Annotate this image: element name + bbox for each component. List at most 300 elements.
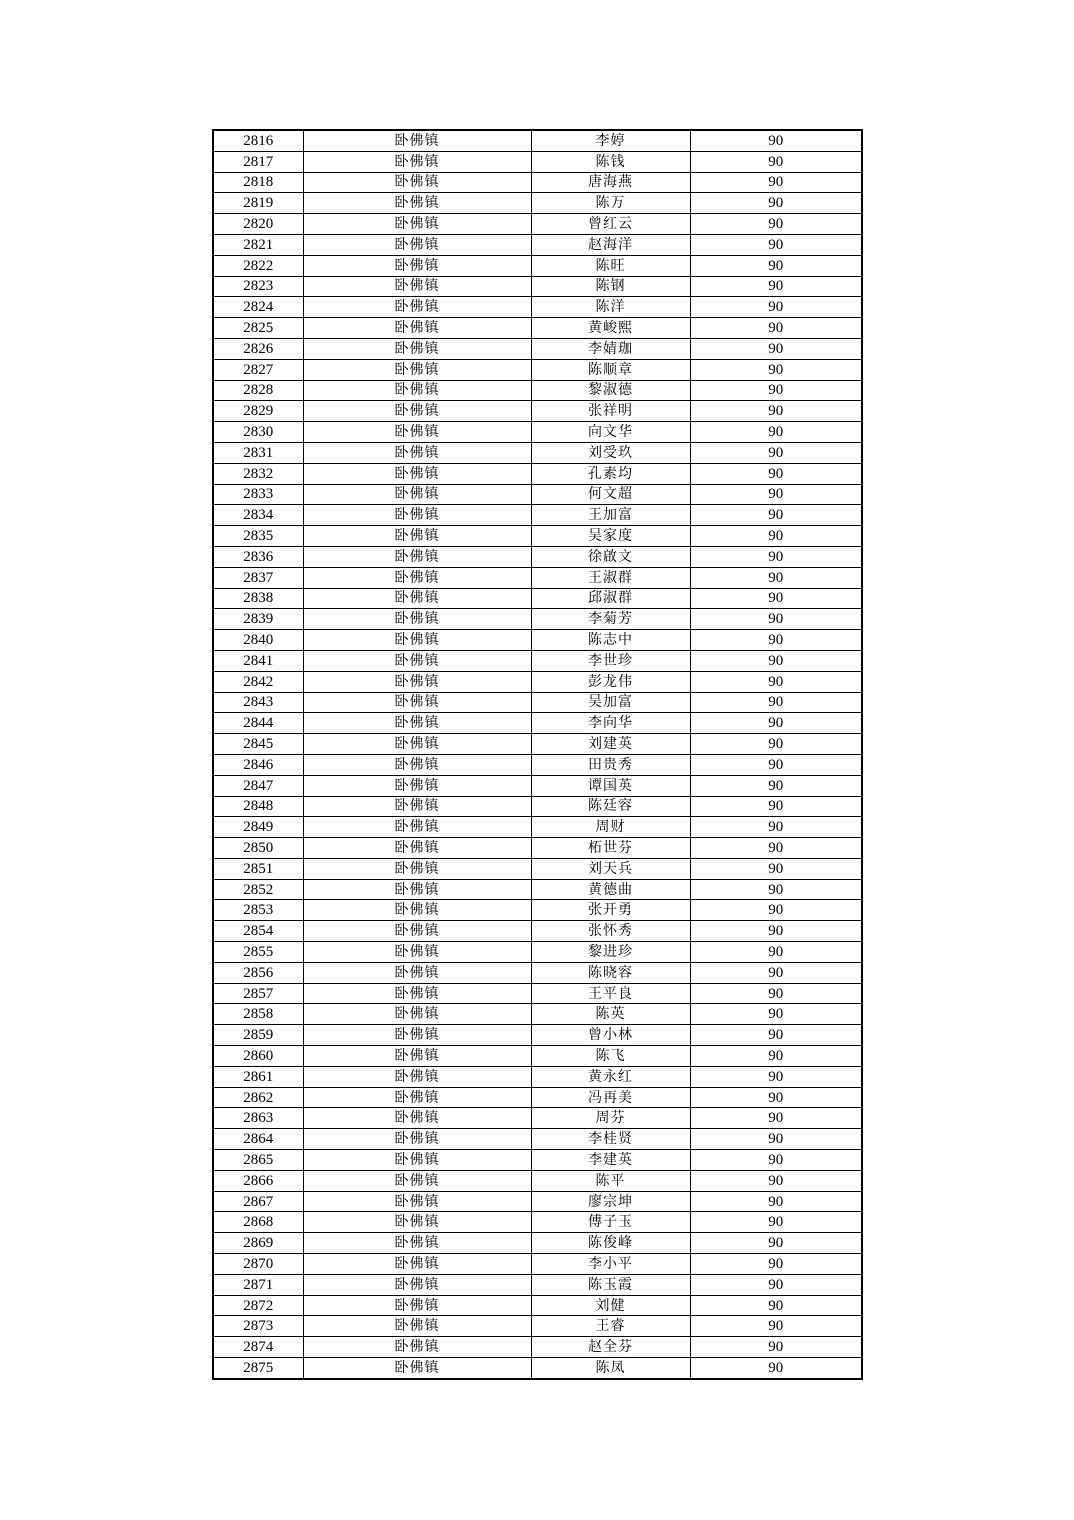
table-row <box>213 151 862 172</box>
name-cell: 傅子玉 <box>531 1212 690 1233</box>
table-row <box>213 1274 862 1295</box>
town-cell: 卧佛镇 <box>303 359 531 380</box>
amount-cell: 90 <box>690 942 862 963</box>
amount-cell: 90 <box>690 234 862 255</box>
amount-cell: 90 <box>690 1295 862 1316</box>
row-number-cell: 2863 <box>213 1108 303 1129</box>
name-cell: 陈钢 <box>531 276 690 297</box>
data-table <box>212 129 863 1380</box>
amount-cell: 90 <box>690 1191 862 1212</box>
row-number-cell: 2857 <box>213 983 303 1004</box>
name-cell: 陈钱 <box>531 151 690 172</box>
town-cell: 卧佛镇 <box>303 380 531 401</box>
row-number-cell: 2850 <box>213 838 303 859</box>
name-cell: 陈旺 <box>531 255 690 276</box>
row-number-cell: 2816 <box>213 130 303 151</box>
town-cell: 卧佛镇 <box>303 172 531 193</box>
town-cell: 卧佛镇 <box>303 838 531 859</box>
row-number-cell: 2872 <box>213 1295 303 1316</box>
table-row <box>213 796 862 817</box>
amount-cell: 90 <box>690 838 862 859</box>
row-number-cell: 2829 <box>213 401 303 422</box>
name-cell: 张开勇 <box>531 900 690 921</box>
town-cell: 卧佛镇 <box>303 1004 531 1025</box>
name-cell: 陈万 <box>531 193 690 214</box>
table-row <box>213 588 862 609</box>
table-row <box>213 1337 862 1358</box>
amount-cell: 90 <box>690 442 862 463</box>
table-row <box>213 671 862 692</box>
town-cell: 卧佛镇 <box>303 130 531 151</box>
row-number-cell: 2841 <box>213 650 303 671</box>
row-number-cell: 2842 <box>213 671 303 692</box>
table-row <box>213 1046 862 1067</box>
town-cell: 卧佛镇 <box>303 401 531 422</box>
amount-cell: 90 <box>690 900 862 921</box>
row-number-cell: 2825 <box>213 318 303 339</box>
town-cell: 卧佛镇 <box>303 796 531 817</box>
row-number-cell: 2822 <box>213 255 303 276</box>
town-cell: 卧佛镇 <box>303 983 531 1004</box>
table-row <box>213 817 862 838</box>
row-number-cell: 2837 <box>213 567 303 588</box>
name-cell: 赵海洋 <box>531 234 690 255</box>
town-cell: 卧佛镇 <box>303 630 531 651</box>
name-cell: 黄永红 <box>531 1066 690 1087</box>
town-cell: 卧佛镇 <box>303 1233 531 1254</box>
table-row <box>213 526 862 547</box>
name-cell: 曾红云 <box>531 214 690 235</box>
town-cell: 卧佛镇 <box>303 609 531 630</box>
table-row <box>213 713 862 734</box>
town-cell: 卧佛镇 <box>303 484 531 505</box>
table-row <box>213 921 862 942</box>
name-cell: 李建英 <box>531 1150 690 1171</box>
town-cell: 卧佛镇 <box>303 962 531 983</box>
amount-cell: 90 <box>690 1337 862 1358</box>
table-row <box>213 754 862 775</box>
row-number-cell: 2846 <box>213 754 303 775</box>
town-cell: 卧佛镇 <box>303 734 531 755</box>
amount-cell: 90 <box>690 1087 862 1108</box>
table-row <box>213 609 862 630</box>
town-cell: 卧佛镇 <box>303 526 531 547</box>
amount-cell: 90 <box>690 567 862 588</box>
row-number-cell: 2826 <box>213 338 303 359</box>
amount-cell: 90 <box>690 401 862 422</box>
table-row <box>213 442 862 463</box>
amount-cell: 90 <box>690 359 862 380</box>
row-number-cell: 2866 <box>213 1170 303 1191</box>
row-number-cell: 2870 <box>213 1254 303 1275</box>
name-cell: 黄德曲 <box>531 879 690 900</box>
amount-cell: 90 <box>690 1025 862 1046</box>
name-cell: 田贵秀 <box>531 754 690 775</box>
amount-cell: 90 <box>690 609 862 630</box>
name-cell: 李小平 <box>531 1254 690 1275</box>
amount-cell: 90 <box>690 650 862 671</box>
amount-cell: 90 <box>690 130 862 151</box>
row-number-cell: 2833 <box>213 484 303 505</box>
table-row <box>213 1004 862 1025</box>
table-row <box>213 401 862 422</box>
town-cell: 卧佛镇 <box>303 1295 531 1316</box>
name-cell: 陈凤 <box>531 1358 690 1379</box>
amount-cell: 90 <box>690 422 862 443</box>
amount-cell: 90 <box>690 734 862 755</box>
amount-cell: 90 <box>690 983 862 1004</box>
row-number-cell: 2852 <box>213 879 303 900</box>
town-cell: 卧佛镇 <box>303 1358 531 1379</box>
name-cell: 廖宗坤 <box>531 1191 690 1212</box>
table-row <box>213 942 862 963</box>
table-row <box>213 172 862 193</box>
amount-cell: 90 <box>690 380 862 401</box>
town-cell: 卧佛镇 <box>303 1108 531 1129</box>
amount-cell: 90 <box>690 338 862 359</box>
table-row <box>213 1191 862 1212</box>
amount-cell: 90 <box>690 630 862 651</box>
name-cell: 陈俊峰 <box>531 1233 690 1254</box>
name-cell: 王睿 <box>531 1316 690 1337</box>
table-row <box>213 484 862 505</box>
row-number-cell: 2855 <box>213 942 303 963</box>
row-number-cell: 2834 <box>213 505 303 526</box>
amount-cell: 90 <box>690 1212 862 1233</box>
name-cell: 吴家度 <box>531 526 690 547</box>
name-cell: 谭国英 <box>531 775 690 796</box>
amount-cell: 90 <box>690 1254 862 1275</box>
name-cell: 唐海燕 <box>531 172 690 193</box>
amount-cell: 90 <box>690 1233 862 1254</box>
table-row <box>213 255 862 276</box>
town-cell: 卧佛镇 <box>303 422 531 443</box>
name-cell: 邱淑群 <box>531 588 690 609</box>
row-number-cell: 2817 <box>213 151 303 172</box>
row-number-cell: 2851 <box>213 858 303 879</box>
town-cell: 卧佛镇 <box>303 276 531 297</box>
town-cell: 卧佛镇 <box>303 1274 531 1295</box>
table-row <box>213 734 862 755</box>
amount-cell: 90 <box>690 193 862 214</box>
table-row <box>213 858 862 879</box>
town-cell: 卧佛镇 <box>303 1254 531 1275</box>
town-cell: 卧佛镇 <box>303 338 531 359</box>
amount-cell: 90 <box>690 775 862 796</box>
town-cell: 卧佛镇 <box>303 1212 531 1233</box>
row-number-cell: 2821 <box>213 234 303 255</box>
row-number-cell: 2867 <box>213 1191 303 1212</box>
name-cell: 张祥明 <box>531 401 690 422</box>
amount-cell: 90 <box>690 172 862 193</box>
name-cell: 曾小林 <box>531 1025 690 1046</box>
town-cell: 卧佛镇 <box>303 775 531 796</box>
row-number-cell: 2848 <box>213 796 303 817</box>
amount-cell: 90 <box>690 463 862 484</box>
amount-cell: 90 <box>690 505 862 526</box>
table-row <box>213 463 862 484</box>
table-row <box>213 1150 862 1171</box>
table-row <box>213 505 862 526</box>
row-number-cell: 2862 <box>213 1087 303 1108</box>
town-cell: 卧佛镇 <box>303 193 531 214</box>
row-number-cell: 2843 <box>213 692 303 713</box>
row-number-cell: 2820 <box>213 214 303 235</box>
amount-cell: 90 <box>690 1004 862 1025</box>
town-cell: 卧佛镇 <box>303 921 531 942</box>
town-cell: 卧佛镇 <box>303 214 531 235</box>
town-cell: 卧佛镇 <box>303 318 531 339</box>
name-cell: 陈平 <box>531 1170 690 1191</box>
name-cell: 张怀秀 <box>531 921 690 942</box>
row-number-cell: 2869 <box>213 1233 303 1254</box>
table-row <box>213 276 862 297</box>
town-cell: 卧佛镇 <box>303 1191 531 1212</box>
amount-cell: 90 <box>690 754 862 775</box>
name-cell: 孔素均 <box>531 463 690 484</box>
amount-cell: 90 <box>690 1066 862 1087</box>
town-cell: 卧佛镇 <box>303 900 531 921</box>
row-number-cell: 2840 <box>213 630 303 651</box>
row-number-cell: 2860 <box>213 1046 303 1067</box>
town-cell: 卧佛镇 <box>303 588 531 609</box>
row-number-cell: 2854 <box>213 921 303 942</box>
amount-cell: 90 <box>690 817 862 838</box>
row-number-cell: 2831 <box>213 442 303 463</box>
town-cell: 卧佛镇 <box>303 546 531 567</box>
name-cell: 李菊芳 <box>531 609 690 630</box>
name-cell: 彭龙伟 <box>531 671 690 692</box>
name-cell: 向文华 <box>531 422 690 443</box>
town-cell: 卧佛镇 <box>303 1087 531 1108</box>
name-cell: 黎进珍 <box>531 942 690 963</box>
name-cell: 陈洋 <box>531 297 690 318</box>
name-cell: 刘健 <box>531 1295 690 1316</box>
amount-cell: 90 <box>690 151 862 172</box>
table-row <box>213 546 862 567</box>
table-row <box>213 983 862 1004</box>
name-cell: 周芬 <box>531 1108 690 1129</box>
town-cell: 卧佛镇 <box>303 442 531 463</box>
amount-cell: 90 <box>690 214 862 235</box>
table-row <box>213 1170 862 1191</box>
town-cell: 卧佛镇 <box>303 942 531 963</box>
row-number-cell: 2871 <box>213 1274 303 1295</box>
amount-cell: 90 <box>690 1274 862 1295</box>
amount-cell: 90 <box>690 962 862 983</box>
name-cell: 陈顺章 <box>531 359 690 380</box>
town-cell: 卧佛镇 <box>303 879 531 900</box>
name-cell: 王加富 <box>531 505 690 526</box>
name-cell: 王淑群 <box>531 567 690 588</box>
town-cell: 卧佛镇 <box>303 1046 531 1067</box>
amount-cell: 90 <box>690 276 862 297</box>
table-row <box>213 380 862 401</box>
town-cell: 卧佛镇 <box>303 151 531 172</box>
town-cell: 卧佛镇 <box>303 858 531 879</box>
town-cell: 卧佛镇 <box>303 463 531 484</box>
row-number-cell: 2853 <box>213 900 303 921</box>
table-row <box>213 338 862 359</box>
name-cell: 赵全芬 <box>531 1337 690 1358</box>
table-row <box>213 650 862 671</box>
row-number-cell: 2838 <box>213 588 303 609</box>
town-cell: 卧佛镇 <box>303 671 531 692</box>
row-number-cell: 2865 <box>213 1150 303 1171</box>
town-cell: 卧佛镇 <box>303 713 531 734</box>
amount-cell: 90 <box>690 546 862 567</box>
amount-cell: 90 <box>690 1108 862 1129</box>
row-number-cell: 2835 <box>213 526 303 547</box>
row-number-cell: 2832 <box>213 463 303 484</box>
name-cell: 陈晓容 <box>531 962 690 983</box>
table-row <box>213 234 862 255</box>
amount-cell: 90 <box>690 318 862 339</box>
amount-cell: 90 <box>690 921 862 942</box>
table-row <box>213 1129 862 1150</box>
amount-cell: 90 <box>690 1046 862 1067</box>
amount-cell: 90 <box>690 858 862 879</box>
row-number-cell: 2849 <box>213 817 303 838</box>
name-cell: 李桂贤 <box>531 1129 690 1150</box>
name-cell: 陈英 <box>531 1004 690 1025</box>
table-row <box>213 1212 862 1233</box>
name-cell: 陈玉霞 <box>531 1274 690 1295</box>
row-number-cell: 2828 <box>213 380 303 401</box>
town-cell: 卧佛镇 <box>303 255 531 276</box>
name-cell: 黄峻熙 <box>531 318 690 339</box>
table-row <box>213 214 862 235</box>
name-cell: 王平良 <box>531 983 690 1004</box>
table-row <box>213 1066 862 1087</box>
town-cell: 卧佛镇 <box>303 567 531 588</box>
amount-cell: 90 <box>690 879 862 900</box>
row-number-cell: 2844 <box>213 713 303 734</box>
town-cell: 卧佛镇 <box>303 650 531 671</box>
row-number-cell: 2874 <box>213 1337 303 1358</box>
name-cell: 周财 <box>531 817 690 838</box>
table-row <box>213 900 862 921</box>
amount-cell: 90 <box>690 297 862 318</box>
row-number-cell: 2861 <box>213 1066 303 1087</box>
row-number-cell: 2824 <box>213 297 303 318</box>
table-row <box>213 692 862 713</box>
table-row <box>213 359 862 380</box>
row-number-cell: 2875 <box>213 1358 303 1379</box>
amount-cell: 90 <box>690 1150 862 1171</box>
table-body <box>213 130 862 1379</box>
name-cell: 李婧珈 <box>531 338 690 359</box>
name-cell: 刘受玖 <box>531 442 690 463</box>
amount-cell: 90 <box>690 1129 862 1150</box>
row-number-cell: 2873 <box>213 1316 303 1337</box>
name-cell: 陈飞 <box>531 1046 690 1067</box>
row-number-cell: 2839 <box>213 609 303 630</box>
amount-cell: 90 <box>690 255 862 276</box>
town-cell: 卧佛镇 <box>303 692 531 713</box>
row-number-cell: 2819 <box>213 193 303 214</box>
table-row <box>213 1358 862 1379</box>
table-row <box>213 318 862 339</box>
town-cell: 卧佛镇 <box>303 754 531 775</box>
name-cell: 柘世芬 <box>531 838 690 859</box>
row-number-cell: 2830 <box>213 422 303 443</box>
table-row <box>213 775 862 796</box>
name-cell: 李向华 <box>531 713 690 734</box>
row-number-cell: 2847 <box>213 775 303 796</box>
row-number-cell: 2859 <box>213 1025 303 1046</box>
row-number-cell: 2864 <box>213 1129 303 1150</box>
row-number-cell: 2823 <box>213 276 303 297</box>
town-cell: 卧佛镇 <box>303 1337 531 1358</box>
amount-cell: 90 <box>690 526 862 547</box>
row-number-cell: 2827 <box>213 359 303 380</box>
row-number-cell: 2818 <box>213 172 303 193</box>
amount-cell: 90 <box>690 1358 862 1379</box>
town-cell: 卧佛镇 <box>303 1025 531 1046</box>
table-row <box>213 838 862 859</box>
town-cell: 卧佛镇 <box>303 1170 531 1191</box>
amount-cell: 90 <box>690 796 862 817</box>
amount-cell: 90 <box>690 671 862 692</box>
row-number-cell: 2868 <box>213 1212 303 1233</box>
town-cell: 卧佛镇 <box>303 505 531 526</box>
table-row <box>213 1108 862 1129</box>
town-cell: 卧佛镇 <box>303 297 531 318</box>
amount-cell: 90 <box>690 588 862 609</box>
name-cell: 李婷 <box>531 130 690 151</box>
table-row <box>213 1025 862 1046</box>
town-cell: 卧佛镇 <box>303 234 531 255</box>
town-cell: 卧佛镇 <box>303 1150 531 1171</box>
name-cell: 吴加富 <box>531 692 690 713</box>
table-row <box>213 630 862 651</box>
name-cell: 黎淑德 <box>531 380 690 401</box>
name-cell: 陈志中 <box>531 630 690 651</box>
row-number-cell: 2845 <box>213 734 303 755</box>
name-cell: 陈廷容 <box>531 796 690 817</box>
table-row <box>213 1295 862 1316</box>
name-cell: 李世珍 <box>531 650 690 671</box>
name-cell: 徐啟文 <box>531 546 690 567</box>
table-row <box>213 879 862 900</box>
name-cell: 何文超 <box>531 484 690 505</box>
name-cell: 刘天兵 <box>531 858 690 879</box>
town-cell: 卧佛镇 <box>303 1316 531 1337</box>
row-number-cell: 2836 <box>213 546 303 567</box>
amount-cell: 90 <box>690 713 862 734</box>
table-row <box>213 1233 862 1254</box>
table-row <box>213 193 862 214</box>
town-cell: 卧佛镇 <box>303 817 531 838</box>
table-row <box>213 422 862 443</box>
name-cell: 刘建英 <box>531 734 690 755</box>
table-row <box>213 962 862 983</box>
town-cell: 卧佛镇 <box>303 1066 531 1087</box>
row-number-cell: 2858 <box>213 1004 303 1025</box>
amount-cell: 90 <box>690 1316 862 1337</box>
table-row <box>213 1254 862 1275</box>
table-row <box>213 297 862 318</box>
town-cell: 卧佛镇 <box>303 1129 531 1150</box>
amount-cell: 90 <box>690 484 862 505</box>
table-row <box>213 1316 862 1337</box>
row-number-cell: 2856 <box>213 962 303 983</box>
table-row <box>213 1087 862 1108</box>
table-row <box>213 567 862 588</box>
amount-cell: 90 <box>690 1170 862 1191</box>
table-row <box>213 130 862 151</box>
